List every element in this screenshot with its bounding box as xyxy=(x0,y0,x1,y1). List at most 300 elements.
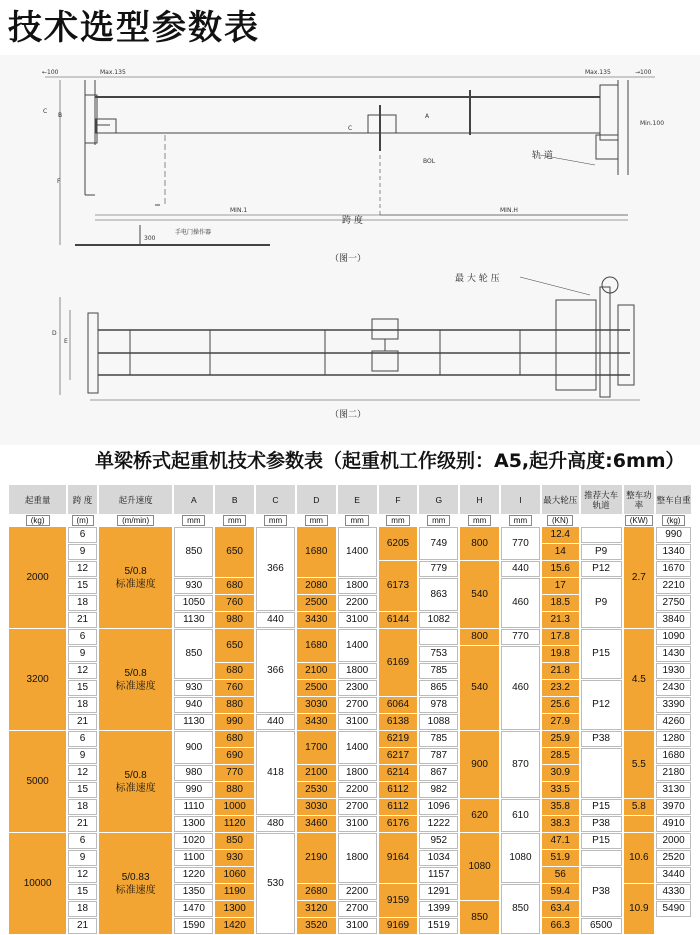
header-d: D xyxy=(297,485,336,514)
d-cell: 3120 xyxy=(297,901,336,917)
unit-g: mm xyxy=(419,515,458,526)
b-cell: 680 xyxy=(215,663,254,679)
power-cell xyxy=(624,816,655,832)
wheel-load-cell: 21.8 xyxy=(542,663,579,679)
header-weight: 整车自重 xyxy=(656,485,691,514)
f-cell: 6064 xyxy=(379,697,418,713)
weight-cell: 4330 xyxy=(656,884,691,900)
wheel-load-cell: 38.3 xyxy=(542,816,579,832)
weight-cell: 1090 xyxy=(656,629,691,645)
wheel-load-cell: 30.9 xyxy=(542,765,579,781)
h-cell: 900 xyxy=(460,731,499,798)
f-cell: 6112 xyxy=(379,782,418,798)
label-rail: 轨 道 xyxy=(532,151,553,161)
technical-drawings xyxy=(0,55,700,445)
d-cell: 2100 xyxy=(297,663,336,679)
header-max-wheel-load: 最大轮压 xyxy=(542,485,579,514)
weight-cell: 2000 xyxy=(656,833,691,849)
d-cell: 3520 xyxy=(297,918,336,934)
wheel-load-cell: 47.1 xyxy=(542,833,579,849)
b-cell: 1120 xyxy=(215,816,254,832)
d-cell: 1680 xyxy=(297,629,336,662)
label-pendant-switch: 手电门操作器 xyxy=(175,229,212,236)
i-cell: 870 xyxy=(501,731,540,798)
d-cell: 3430 xyxy=(297,714,336,730)
e-cell: 3100 xyxy=(338,612,377,628)
g-cell: 1088 xyxy=(419,714,458,730)
header-c: C xyxy=(256,485,295,514)
rail-cell: P15 xyxy=(581,833,622,849)
header-i: I xyxy=(501,485,540,514)
wheel-load-cell: 14 xyxy=(542,544,579,560)
a-cell: 1300 xyxy=(174,816,213,832)
capacity-cell: 5000 xyxy=(9,731,66,832)
span-cell: 18 xyxy=(68,697,97,713)
span-cell: 12 xyxy=(68,561,97,577)
a-cell: 940 xyxy=(174,697,213,713)
header-capacity: 起重量 xyxy=(9,485,66,514)
table-row xyxy=(9,833,691,849)
span-cell: 21 xyxy=(68,918,97,934)
d-cell: 1680 xyxy=(297,527,336,577)
weight-cell: 3970 xyxy=(656,799,691,815)
wheel-load-cell: 59.4 xyxy=(542,884,579,900)
span-cell: 9 xyxy=(68,850,97,866)
b-cell: 1190 xyxy=(215,884,254,900)
rail-cell: P38 xyxy=(581,816,622,832)
unit-weight: (kg) xyxy=(656,515,691,526)
weight-cell: 1930 xyxy=(656,663,691,679)
e-cell: 2300 xyxy=(338,680,377,696)
b-cell: 690 xyxy=(215,748,254,764)
table-row xyxy=(9,731,691,747)
i-cell: 460 xyxy=(501,578,540,628)
e-cell: 1800 xyxy=(338,663,377,679)
wheel-load-cell: 28.5 xyxy=(542,748,579,764)
power-cell: 5.8 xyxy=(624,799,655,815)
dim-label-a: A xyxy=(425,113,430,120)
a-cell: 1020 xyxy=(174,833,213,849)
h-cell: 540 xyxy=(460,561,499,628)
unit-f: mm xyxy=(379,515,418,526)
weight-cell: 4260 xyxy=(656,714,691,730)
span-cell: 9 xyxy=(68,748,97,764)
g-cell: 863 xyxy=(419,578,458,611)
wheel-load-cell: 35.8 xyxy=(542,799,579,815)
rail-cell: P9 xyxy=(581,578,622,628)
weight-cell: 1340 xyxy=(656,544,691,560)
dim-label-d: D xyxy=(52,330,57,337)
c-cell: 440 xyxy=(256,612,295,628)
e-cell: 3100 xyxy=(338,918,377,934)
weight-cell: 990 xyxy=(656,527,691,543)
g-cell: 753 xyxy=(419,646,458,662)
dim-label-minh: MIN.H xyxy=(500,207,518,214)
b-cell: 1060 xyxy=(215,867,254,883)
h-cell: 850 xyxy=(460,901,499,934)
header-e: E xyxy=(338,485,377,514)
crane-drawing-svg xyxy=(0,55,700,445)
e-cell: 1800 xyxy=(338,765,377,781)
d-cell: 3030 xyxy=(297,799,336,815)
g-cell: 952 xyxy=(419,833,458,849)
c-cell: 530 xyxy=(256,833,295,934)
g-cell: 785 xyxy=(419,663,458,679)
i-cell: 770 xyxy=(501,629,540,645)
header-span: 跨 度 xyxy=(68,485,97,514)
i-cell: 460 xyxy=(501,646,540,730)
dim-left-100: ←100 xyxy=(42,69,59,76)
span-cell: 12 xyxy=(68,765,97,781)
d-cell: 2100 xyxy=(297,765,336,781)
rail-cell: P38 xyxy=(581,731,622,747)
f-cell: 6205 xyxy=(379,527,418,560)
f-cell: 6173 xyxy=(379,561,418,611)
wheel-load-cell: 25.6 xyxy=(542,697,579,713)
weight-cell: 1680 xyxy=(656,748,691,764)
i-cell: 770 xyxy=(501,527,540,560)
power-cell: 2.7 xyxy=(624,527,655,628)
h-cell: 800 xyxy=(460,527,499,560)
h-cell: 620 xyxy=(460,799,499,832)
span-cell: 18 xyxy=(68,799,97,815)
wheel-load-cell: 23.2 xyxy=(542,680,579,696)
wheel-load-cell: 25.9 xyxy=(542,731,579,747)
unit-d: mm xyxy=(297,515,336,526)
label-span: 跨 度 xyxy=(342,216,363,226)
lift-speed-cell: 5/0.83 标准速度 xyxy=(99,833,173,934)
f-cell: 9164 xyxy=(379,833,418,883)
i-cell: 610 xyxy=(501,799,540,832)
e-cell: 2200 xyxy=(338,884,377,900)
table-row xyxy=(9,527,691,543)
a-cell: 1100 xyxy=(174,850,213,866)
weight-cell: 1670 xyxy=(656,561,691,577)
rail-cell: P38 xyxy=(581,867,622,917)
dim-label-c-mid: C xyxy=(348,125,353,132)
dim-label-bol: BOL xyxy=(423,158,436,165)
weight-cell: 3840 xyxy=(656,612,691,628)
span-cell: 21 xyxy=(68,714,97,730)
page-title: 技术选型参数表 xyxy=(8,8,260,48)
dim-left-max: Max.135 xyxy=(100,69,126,76)
f-cell: 6219 xyxy=(379,731,418,747)
a-cell: 1590 xyxy=(174,918,213,934)
g-cell: 1157 xyxy=(419,867,458,883)
d-cell: 3460 xyxy=(297,816,336,832)
capacity-cell: 3200 xyxy=(9,629,66,730)
wheel-load-cell: 15.6 xyxy=(542,561,579,577)
unit-capacity: (kg) xyxy=(9,515,66,526)
b-cell: 990 xyxy=(215,714,254,730)
wheel-load-cell: 63.4 xyxy=(542,901,579,917)
e-cell: 1400 xyxy=(338,527,377,577)
rail-cell xyxy=(581,527,622,543)
b-cell: 760 xyxy=(215,595,254,611)
b-cell: 880 xyxy=(215,697,254,713)
header-b: B xyxy=(215,485,254,514)
a-cell: 930 xyxy=(174,680,213,696)
b-cell: 1420 xyxy=(215,918,254,934)
f-cell: 6112 xyxy=(379,799,418,815)
wheel-load-cell: 56 xyxy=(542,867,579,883)
e-cell: 2700 xyxy=(338,799,377,815)
rail-cell: P12 xyxy=(581,561,622,577)
wheel-load-cell: 27.9 xyxy=(542,714,579,730)
capacity-cell: 2000 xyxy=(9,527,66,628)
d-cell: 2680 xyxy=(297,884,336,900)
weight-cell: 3390 xyxy=(656,697,691,713)
a-cell: 900 xyxy=(174,731,213,764)
f-cell: 9159 xyxy=(379,884,418,917)
c-cell: 480 xyxy=(256,816,295,832)
a-cell: 1470 xyxy=(174,901,213,917)
header-f: F xyxy=(379,485,418,514)
weight-cell: 5490 xyxy=(656,901,691,917)
b-cell: 1000 xyxy=(215,799,254,815)
e-cell: 1400 xyxy=(338,731,377,764)
weight-cell: 2430 xyxy=(656,680,691,696)
b-cell: 650 xyxy=(215,629,254,662)
f-cell: 6169 xyxy=(379,629,418,696)
e-cell: 1800 xyxy=(338,833,377,883)
figure2-caption: （图二） xyxy=(330,410,367,420)
span-cell: 15 xyxy=(68,680,97,696)
span-cell: 18 xyxy=(68,595,97,611)
wheel-load-cell: 66.3 xyxy=(542,918,579,934)
span-cell: 12 xyxy=(68,663,97,679)
dim-label-b-left: B xyxy=(58,112,63,119)
table-header-row xyxy=(9,485,691,514)
b-cell: 680 xyxy=(215,578,254,594)
span-cell: 9 xyxy=(68,646,97,662)
d-cell: 2530 xyxy=(297,782,336,798)
weight-cell: 2210 xyxy=(656,578,691,594)
power-cell: 5.5 xyxy=(624,731,655,798)
d-cell: 3430 xyxy=(297,612,336,628)
dim-label-c-left: C xyxy=(43,108,48,115)
weight-cell: 6500 xyxy=(581,918,622,934)
f-cell: 6217 xyxy=(379,748,418,764)
header-lift-speed: 起升速度 xyxy=(99,485,173,514)
a-cell: 850 xyxy=(174,527,213,577)
g-cell: 1082 xyxy=(419,612,458,628)
power-cell: 10.9 xyxy=(624,884,655,934)
header-rail: 推荐大车轨道 xyxy=(581,485,622,514)
header-a: A xyxy=(174,485,213,514)
wheel-load-cell: 12.4 xyxy=(542,527,579,543)
header-power: 整车功率 xyxy=(624,485,655,514)
span-cell: 15 xyxy=(68,782,97,798)
rail-cell: P12 xyxy=(581,680,622,730)
weight-cell: 2750 xyxy=(656,595,691,611)
g-cell: 1399 xyxy=(419,901,458,917)
e-cell: 3100 xyxy=(338,816,377,832)
span-cell: 6 xyxy=(68,833,97,849)
span-cell: 6 xyxy=(68,731,97,747)
weight-cell: 2520 xyxy=(656,850,691,866)
span-cell: 6 xyxy=(68,527,97,543)
table-row xyxy=(9,629,691,645)
g-cell: 779 xyxy=(419,561,458,577)
dim-right-max: Max.135 xyxy=(585,69,611,76)
b-cell: 850 xyxy=(215,833,254,849)
e-cell: 3100 xyxy=(338,714,377,730)
a-cell: 850 xyxy=(174,629,213,679)
figure1-caption: （图一） xyxy=(330,254,367,264)
g-cell: 749 xyxy=(419,527,458,560)
f-cell: 6144 xyxy=(379,612,418,628)
power-cell: 4.5 xyxy=(624,629,655,730)
a-cell: 990 xyxy=(174,782,213,798)
a-cell: 930 xyxy=(174,578,213,594)
weight-cell: 2180 xyxy=(656,765,691,781)
a-cell: 1110 xyxy=(174,799,213,815)
a-cell: 1350 xyxy=(174,884,213,900)
d-cell: 2080 xyxy=(297,578,336,594)
g-cell: 865 xyxy=(419,680,458,696)
dim-right-100: →100 xyxy=(635,69,652,76)
wheel-load-cell: 21.3 xyxy=(542,612,579,628)
b-cell: 930 xyxy=(215,850,254,866)
unit-power: (KW) xyxy=(624,515,655,526)
power-cell: 10.6 xyxy=(624,833,655,883)
g-cell xyxy=(419,629,458,645)
unit-i: mm xyxy=(501,515,540,526)
g-cell: 1519 xyxy=(419,918,458,934)
wheel-load-cell: 18.5 xyxy=(542,595,579,611)
rail-cell xyxy=(581,748,622,798)
h-cell: 540 xyxy=(460,646,499,730)
c-cell: 418 xyxy=(256,731,295,815)
header-h: H xyxy=(460,485,499,514)
lift-speed-cell: 5/0.8 标准速度 xyxy=(99,731,173,832)
unit-rail xyxy=(581,515,622,526)
wheel-load-cell: 17 xyxy=(542,578,579,594)
g-cell: 787 xyxy=(419,748,458,764)
g-cell: 978 xyxy=(419,697,458,713)
d-cell: 2500 xyxy=(297,595,336,611)
span-cell: 6 xyxy=(68,629,97,645)
span-cell: 15 xyxy=(68,578,97,594)
wheel-load-cell: 51.9 xyxy=(542,850,579,866)
label-max-wheel-load: 最 大 轮 压 xyxy=(455,274,500,284)
e-cell: 2200 xyxy=(338,595,377,611)
weight-cell: 3440 xyxy=(656,867,691,883)
a-cell: 1050 xyxy=(174,595,213,611)
unit-span: (m) xyxy=(68,515,97,526)
weight-cell: 1430 xyxy=(656,646,691,662)
dim-label-f: F xyxy=(57,178,61,185)
d-cell: 1700 xyxy=(297,731,336,764)
b-cell: 770 xyxy=(215,765,254,781)
a-cell: 1130 xyxy=(174,612,213,628)
g-cell: 785 xyxy=(419,731,458,747)
e-cell: 2200 xyxy=(338,782,377,798)
table-title: 单梁桥式起重机技术参数表（起重机工作级别：A5,起升高度:6mm） xyxy=(95,450,685,472)
g-cell: 1096 xyxy=(419,799,458,815)
b-cell: 1300 xyxy=(215,901,254,917)
f-cell: 6176 xyxy=(379,816,418,832)
unit-h: mm xyxy=(460,515,499,526)
lift-speed-cell: 5/0.8 标准速度 xyxy=(99,629,173,730)
e-cell: 2700 xyxy=(338,697,377,713)
b-cell: 980 xyxy=(215,612,254,628)
a-cell: 980 xyxy=(174,765,213,781)
span-cell: 18 xyxy=(68,901,97,917)
g-cell: 867 xyxy=(419,765,458,781)
header-g: G xyxy=(419,485,458,514)
f-cell: 6214 xyxy=(379,765,418,781)
wheel-load-cell: 33.5 xyxy=(542,782,579,798)
capacity-cell: 10000 xyxy=(9,833,66,934)
i-cell: 440 xyxy=(501,561,540,577)
rail-cell: P9 xyxy=(581,544,622,560)
wheel-load-cell: 17.8 xyxy=(542,629,579,645)
unit-max-wheel-load: (KN) xyxy=(542,515,579,526)
f-cell: 9169 xyxy=(379,918,418,934)
e-cell: 2700 xyxy=(338,901,377,917)
unit-b: mm xyxy=(215,515,254,526)
e-cell: 1400 xyxy=(338,629,377,662)
b-cell: 650 xyxy=(215,527,254,577)
unit-a: mm xyxy=(174,515,213,526)
i-cell: 850 xyxy=(501,884,540,934)
c-cell: 440 xyxy=(256,714,295,730)
dim-label-min1: MIN.1 xyxy=(230,207,248,214)
dim-label-right-vertical: Min.100 xyxy=(640,120,665,127)
unit-c: mm xyxy=(256,515,295,526)
g-cell: 1222 xyxy=(419,816,458,832)
unit-lift-speed: (m/min) xyxy=(99,515,173,526)
weight-cell: 1280 xyxy=(656,731,691,747)
h-cell: 800 xyxy=(460,629,499,645)
span-cell: 21 xyxy=(68,612,97,628)
e-cell: 1800 xyxy=(338,578,377,594)
i-cell: 1080 xyxy=(501,833,540,883)
rail-cell: P15 xyxy=(581,799,622,815)
span-cell: 15 xyxy=(68,884,97,900)
span-cell: 21 xyxy=(68,816,97,832)
weight-cell: 4910 xyxy=(656,816,691,832)
f-cell: 6138 xyxy=(379,714,418,730)
lift-speed-cell: 5/0.8 标准速度 xyxy=(99,527,173,628)
c-cell: 366 xyxy=(256,527,295,611)
b-cell: 680 xyxy=(215,731,254,747)
g-cell: 1291 xyxy=(419,884,458,900)
b-cell: 760 xyxy=(215,680,254,696)
wheel-load-cell: 19.8 xyxy=(542,646,579,662)
unit-e: mm xyxy=(338,515,377,526)
spec-table xyxy=(7,484,693,935)
a-cell: 1130 xyxy=(174,714,213,730)
rail-cell: P15 xyxy=(581,629,622,679)
g-cell: 1034 xyxy=(419,850,458,866)
weight-cell: 3130 xyxy=(656,782,691,798)
d-cell: 3030 xyxy=(297,697,336,713)
h-cell: 1080 xyxy=(460,833,499,900)
d-cell: 2190 xyxy=(297,833,336,883)
b-cell: 880 xyxy=(215,782,254,798)
c-cell: 366 xyxy=(256,629,295,713)
dim-label-300: 300 xyxy=(144,235,156,242)
span-cell: 12 xyxy=(68,867,97,883)
g-cell: 982 xyxy=(419,782,458,798)
table-units-row xyxy=(9,515,691,526)
span-cell: 9 xyxy=(68,544,97,560)
dim-label-e: E xyxy=(64,338,68,345)
a-cell: 1220 xyxy=(174,867,213,883)
